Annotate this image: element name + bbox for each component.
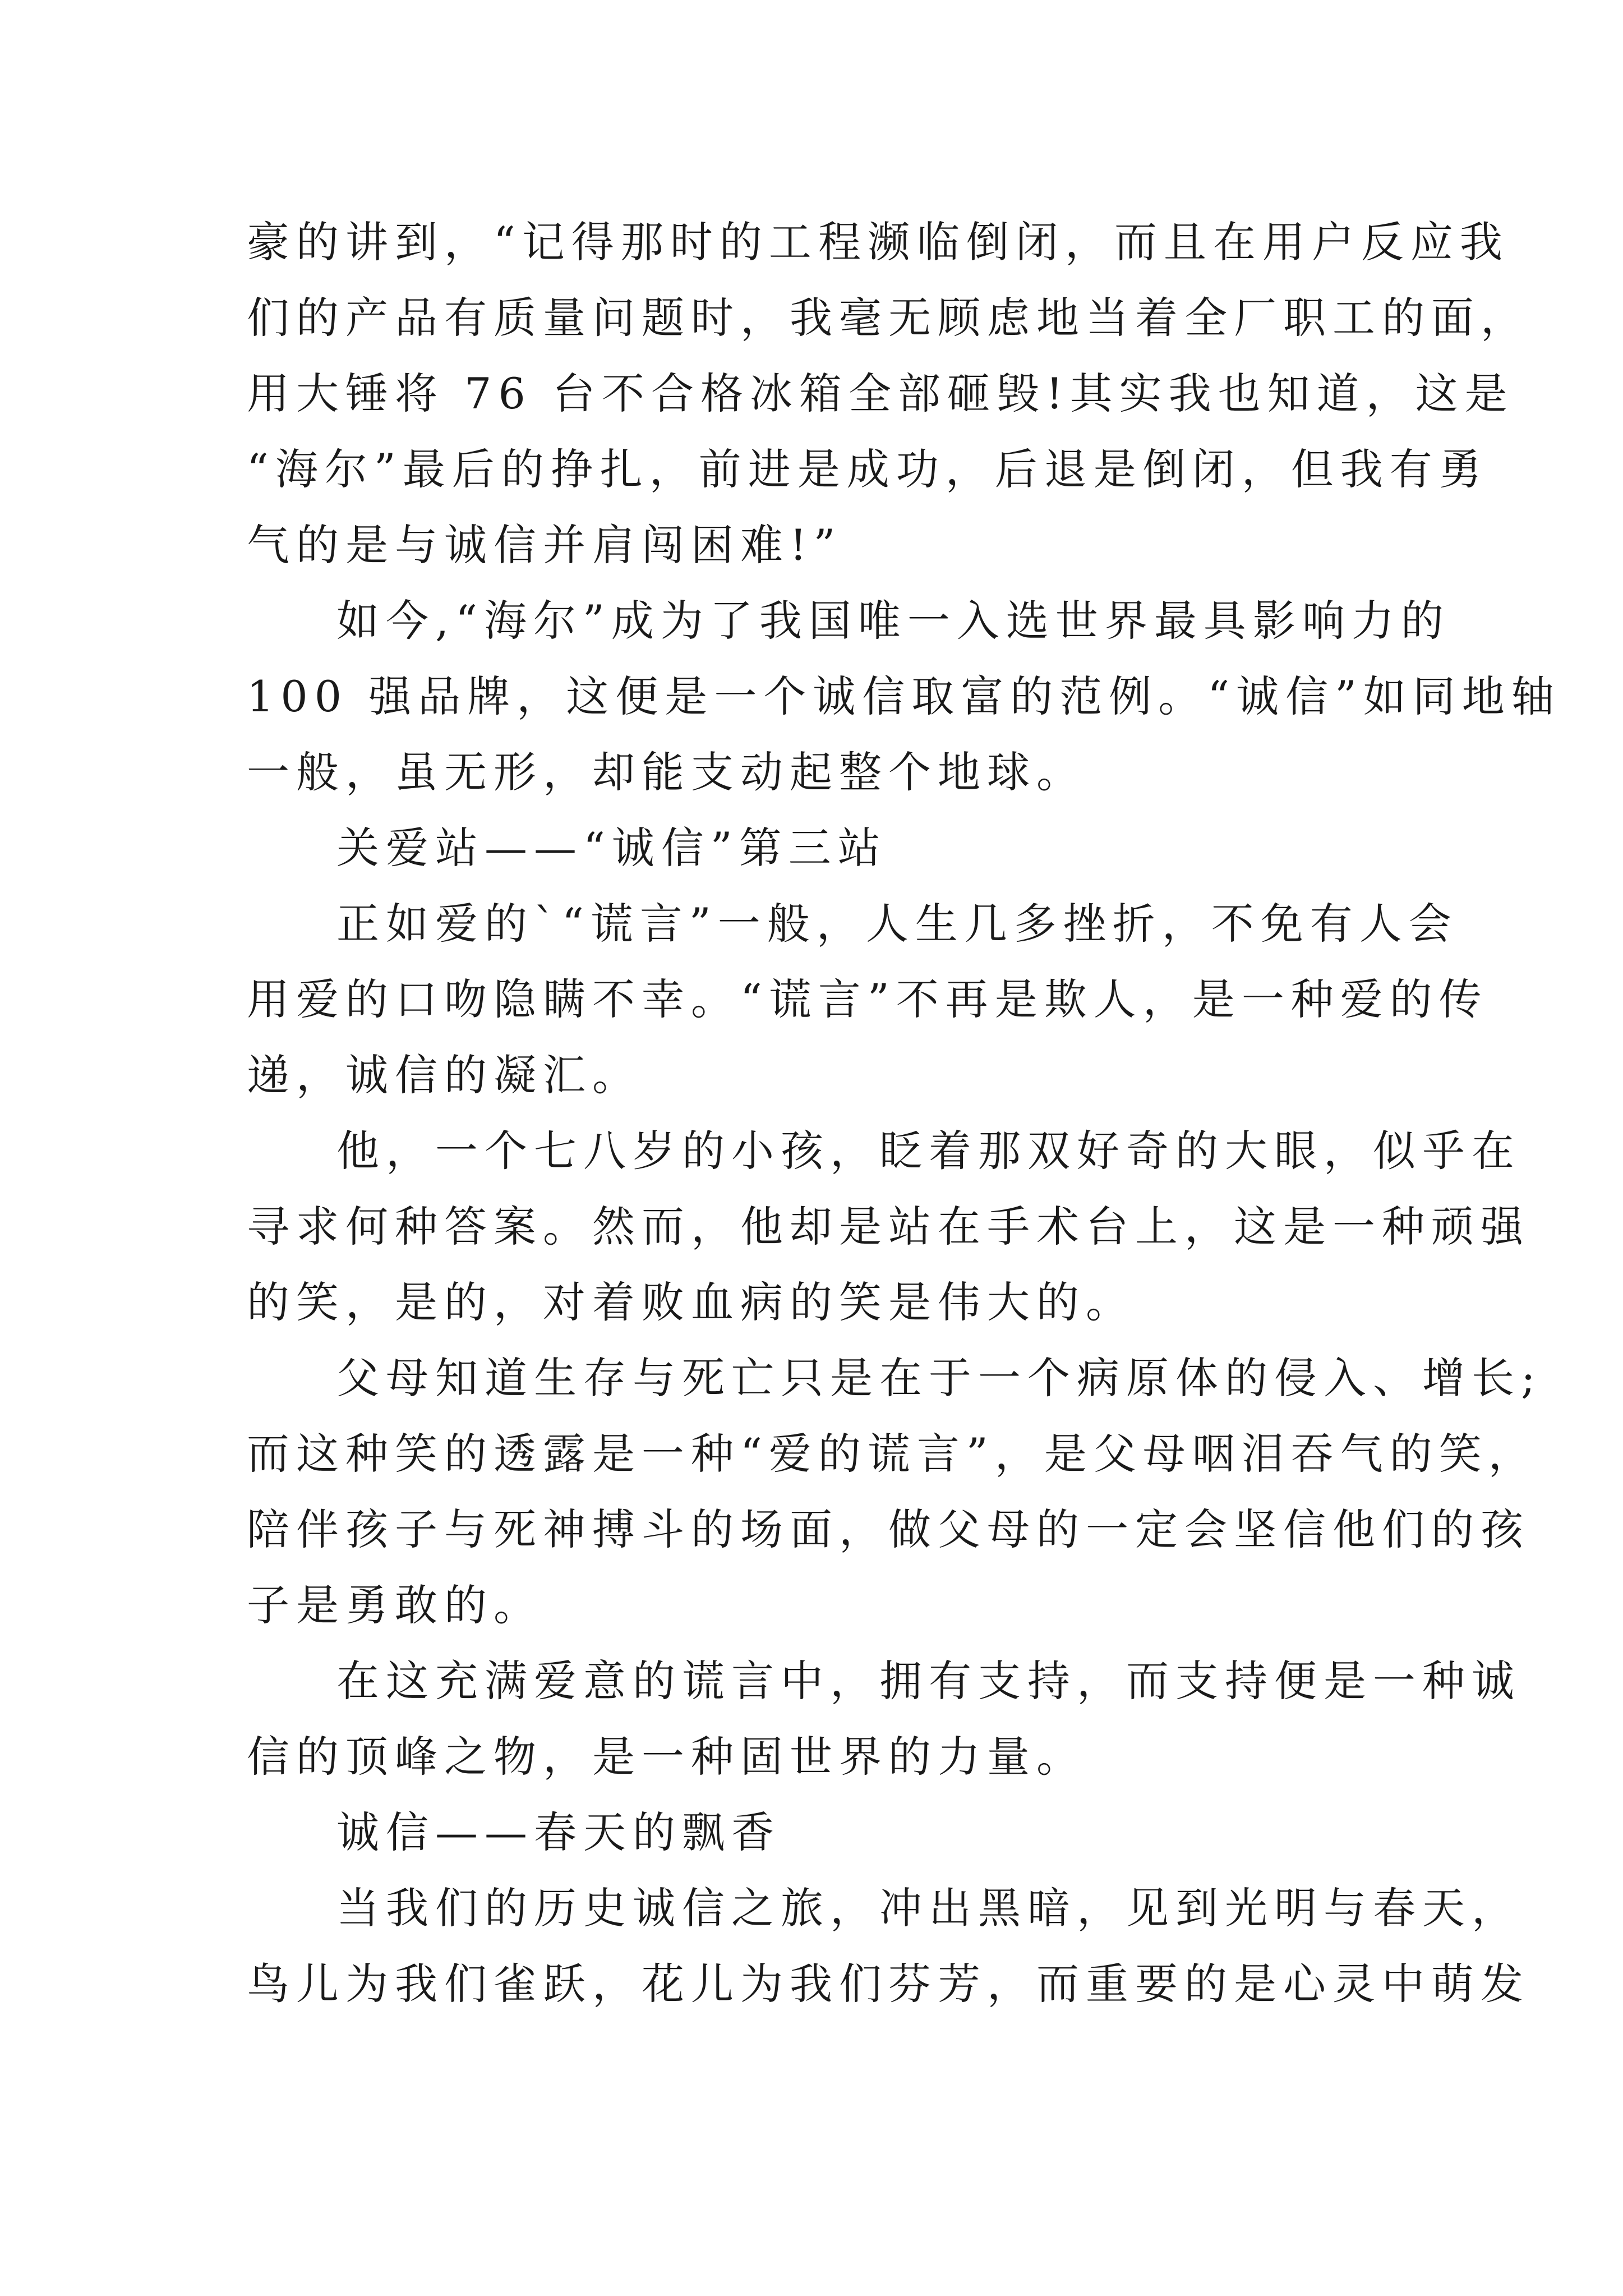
text-line: 递，诚信的凝汇。 bbox=[247, 1050, 642, 1100]
text-line: 当我们的历史诚信之旅，冲出黑暗，见到光明与春天， bbox=[336, 1883, 1521, 1933]
text-line: 用大锤将 76 台不合格冰箱全部砸毁!其实我也知道，这是 bbox=[247, 369, 1514, 418]
text-line: 的笑，是的，对着败血病的笑是伟大的。 bbox=[247, 1277, 1135, 1327]
text-line: 正如爱的`“谎言”一般，人生几多挫折，不免有人会 bbox=[336, 899, 1458, 949]
text-line: 100 强品牌，这便是一个诚信取富的范例。“诚信”如同地轴 bbox=[247, 671, 1561, 721]
text-line: 一般，虽无形，却能支动起整个地球。 bbox=[247, 747, 1086, 797]
section-heading: 关爱站——“诚信”第三站 bbox=[336, 823, 887, 873]
text-line: 气的是与诚信并肩闯困难!” bbox=[247, 520, 842, 570]
section-heading: 诚信——春天的飘香 bbox=[336, 1807, 781, 1857]
text-line: 们的产品有质量问题时，我毫无顾虑地当着全厂职工的面， bbox=[247, 293, 1530, 343]
text-line: 豪的讲到，“记得那时的工程濒临倒闭，而且在用户反应我 bbox=[247, 217, 1509, 267]
text-line: 而这种笑的透露是一种“爱的谎言”，是父母咽泪吞气的笑， bbox=[247, 1429, 1538, 1479]
text-line: 寻求何种答案。然而，他却是站在手术台上，这是一种顽强 bbox=[247, 1202, 1530, 1251]
text-line: 鸟儿为我们雀跃，花儿为我们芬芳，而重要的是心灵中萌发 bbox=[247, 1959, 1530, 2009]
text-line: 用爱的口吻隐瞒不幸。“谎言”不再是欺人，是一种爱的传 bbox=[247, 974, 1488, 1024]
text-line: 父母知道生存与死亡只是在于一个病原体的侵入、增长; bbox=[336, 1353, 1542, 1403]
text-line: 子是勇敢的。 bbox=[247, 1580, 543, 1630]
text-line: “海尔”最后的挣扎，前进是成功，后退是倒闭，但我有勇 bbox=[247, 444, 1488, 494]
text-line: 如今,“海尔”成为了我国唯一入选世界最具影响力的 bbox=[336, 596, 1450, 646]
text-line: 在这充满爱意的谎言中，拥有支持，而支持便是一种诚 bbox=[336, 1656, 1521, 1706]
text-line: 信的顶峰之物，是一种固世界的力量。 bbox=[247, 1732, 1086, 1782]
text-line: 他，一个七八岁的小孩，眨着那双好奇的大眼，似乎在 bbox=[336, 1126, 1521, 1176]
text-line: 陪伴孩子与死神搏斗的场面，做父母的一定会坚信他们的孩 bbox=[247, 1504, 1530, 1554]
